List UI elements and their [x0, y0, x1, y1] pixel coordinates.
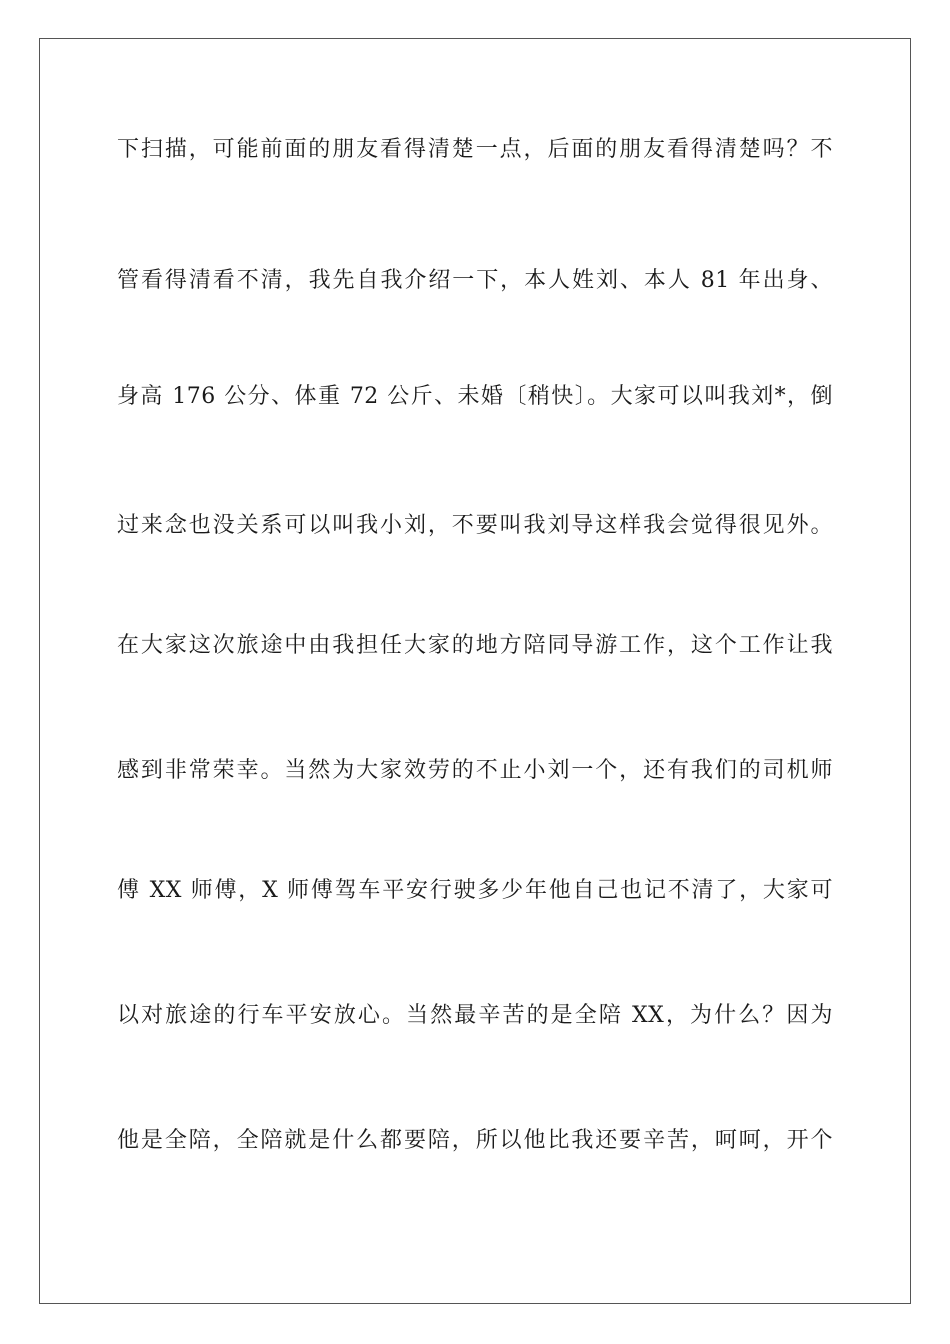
paragraph-line-2: 管看得清看不清，我先自我介绍一下，本人姓刘、本人 81 年出身、: [117, 268, 833, 293]
paragraph-line-1: 下扫描，可能前面的朋友看得清楚一点，后面的朋友看得清楚吗？不: [117, 137, 833, 162]
page-border: [39, 38, 911, 1304]
paragraph-line-4: 过来念也没关系可以叫我小刘，不要叫我刘导这样我会觉得很见外。: [117, 513, 833, 538]
paragraph-line-5: 在大家这次旅途中由我担任大家的地方陪同导游工作，这个工作让我: [117, 633, 833, 658]
paragraph-line-6: 感到非常荣幸。当然为大家效劳的不止小刘一个，还有我们的司机师: [117, 758, 833, 783]
paragraph-line-3: 身高 176 公分、体重 72 公斤、未婚〔稍快〕。大家可以叫我刘*，倒: [117, 384, 833, 409]
paragraph-line-9: 他是全陪，全陪就是什么都要陪，所以他比我还要辛苦，呵呵，开个: [117, 1128, 833, 1153]
paragraph-line-8: 以对旅途的行车平安放心。当然最辛苦的是全陪 XX，为什么？因为: [117, 1003, 833, 1028]
paragraph-line-7: 傅 XX 师傅，X 师傅驾车平安行驶多少年他自己也记不清了，大家可: [117, 878, 833, 903]
